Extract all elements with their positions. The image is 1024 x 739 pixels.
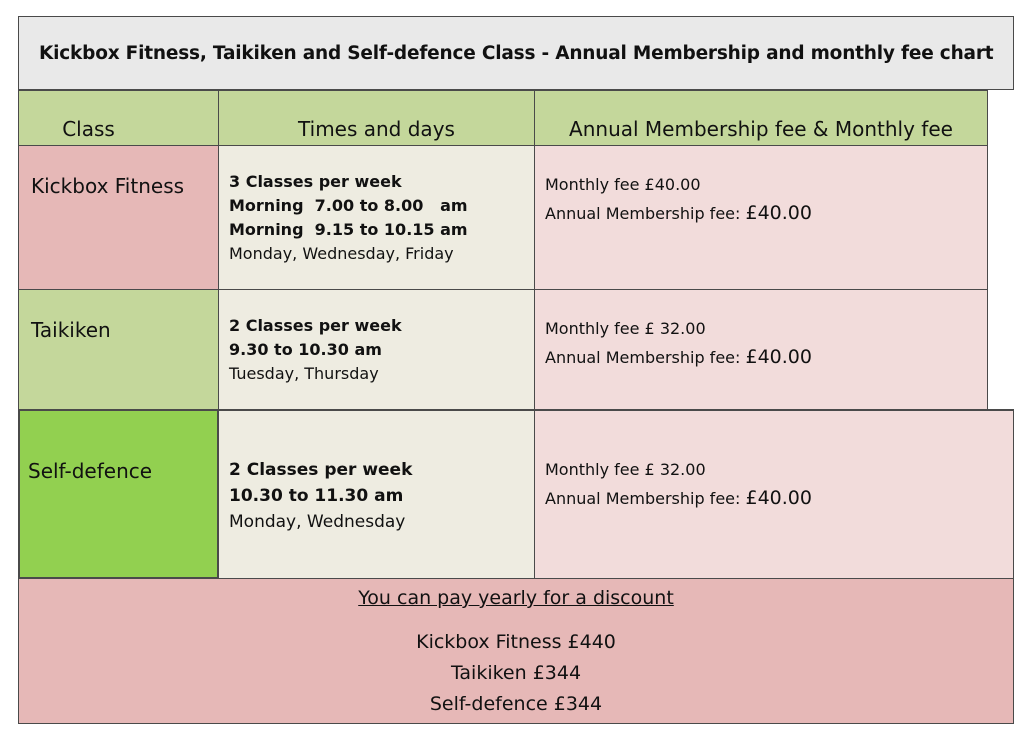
class-self-defence <box>18 409 219 579</box>
annual-fee <box>545 484 1003 513</box>
chart-title-text: Kickbox Fitness, Taikiken and Self-defence Class - Annual Membership and monthly fee chart <box>39 42 994 64</box>
times-line: 9.30 to 10.30 am <box>229 340 382 359</box>
chart-title <box>18 16 1014 90</box>
yearly-price-item: Kickbox Fitness £440 <box>416 631 616 653</box>
times-line: 3 Classes per week <box>229 172 402 191</box>
yearly-price-list <box>19 627 1013 720</box>
times-self-defence <box>218 409 535 579</box>
class-name: Taikiken <box>31 318 111 342</box>
annual-fee <box>545 343 977 372</box>
annual-fee-value: £40.00 <box>745 487 812 509</box>
annual-fee <box>545 199 977 228</box>
class-kickbox-fitness <box>18 145 219 290</box>
fees-taikiken <box>534 289 988 410</box>
class-name: Kickbox Fitness <box>31 174 185 198</box>
annual-fee-label: Annual Membership fee: <box>545 204 741 223</box>
header-class <box>18 90 219 146</box>
class-taikiken <box>18 289 219 410</box>
annual-fee-label: Annual Membership fee: <box>545 489 741 508</box>
yearly-discount-heading: You can pay yearly for a discount <box>358 587 674 609</box>
times-line: Morning 9.15 to 10.15 am <box>229 220 468 239</box>
days-line: Tuesday, Thursday <box>229 364 379 383</box>
yearly-price-item: Self-defence £344 <box>429 693 603 715</box>
monthly-fee: Monthly fee £ 32.00 <box>545 460 706 479</box>
header-class-label: Class <box>62 117 115 141</box>
header-times <box>218 90 535 146</box>
times-line: 2 Classes per week <box>229 460 413 480</box>
class-name: Self-defence <box>28 459 153 483</box>
header-fees-label: Annual Membership fee & Monthly fee <box>569 117 953 141</box>
yearly-price-item: Taikiken £344 <box>450 662 582 684</box>
fees-self-defence <box>534 409 1014 579</box>
yearly-discount-section <box>18 578 1014 724</box>
times-line: 2 Classes per week <box>229 316 402 335</box>
annual-fee-value: £40.00 <box>745 202 812 224</box>
monthly-fee: Monthly fee £ 32.00 <box>545 319 706 338</box>
days-line: Monday, Wednesday, Friday <box>229 244 454 263</box>
fees-kickbox-fitness <box>534 145 988 290</box>
annual-fee-label: Annual Membership fee: <box>545 348 741 367</box>
times-line: Morning 7.00 to 8.00 am <box>229 196 468 215</box>
times-taikiken <box>218 289 535 410</box>
times-line: 10.30 to 11.30 am <box>229 486 404 506</box>
header-fees <box>534 90 988 146</box>
annual-fee-value: £40.00 <box>745 346 812 368</box>
monthly-fee: Monthly fee £40.00 <box>545 175 701 194</box>
times-kickbox-fitness <box>218 145 535 290</box>
days-line: Monday, Wednesday <box>229 512 406 532</box>
header-times-label: Times and days <box>298 117 455 141</box>
